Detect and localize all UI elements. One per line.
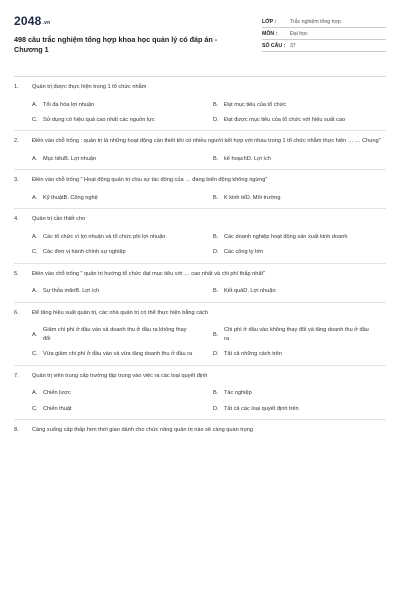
meta-label: LỚP : — [262, 19, 277, 25]
answer-options — [14, 287, 386, 295]
option-text: Kết quảD. Lợi nhuận — [224, 288, 276, 295]
option-letter: C. — [32, 405, 38, 412]
question-text — [14, 83, 386, 92]
answer-option[interactable] — [32, 155, 205, 163]
option-letter: A. — [32, 288, 38, 295]
question-2 — [14, 131, 386, 170]
question-number: 8. — [14, 427, 19, 434]
question-3 — [14, 170, 386, 209]
question-1 — [14, 77, 386, 131]
question-text — [14, 270, 386, 279]
option-letter: A. — [32, 390, 38, 397]
option-letter: A. — [32, 331, 38, 338]
option-letter: B. — [213, 234, 219, 240]
header-left — [14, 14, 234, 66]
option-text: Sự thỏa mãnB. Lợi ích — [43, 288, 100, 295]
question-body: Điền vào chỗ trống : quản trị là những hoạt động cần thiết khi có nhiều người kết hợp với nhau trong 1 tổ chức nhằm thực hiện … … Chung" — [32, 138, 381, 145]
option-text: Tất cả những cách trên — [224, 351, 282, 358]
option-text: Chi phí ở đầu vào không thay đổi và tăng doanh thu ở đầu ra — [224, 327, 369, 342]
question-6 — [14, 303, 386, 366]
answer-options — [14, 233, 386, 257]
question-number: 1. — [14, 84, 19, 90]
meta-value: Trắc nghiệm tổng hợp — [290, 19, 341, 25]
option-letter: B. — [213, 390, 219, 397]
site-logo[interactable] — [14, 14, 234, 28]
question-text — [14, 137, 386, 146]
question-4 — [14, 209, 386, 263]
answer-option[interactable] — [213, 248, 386, 256]
option-letter: A. — [32, 101, 38, 108]
option-text: Các đơn vị hành chính sự nghiệp — [43, 249, 126, 256]
meta-label: MÔN : — [262, 31, 278, 37]
meta-value: Đại học — [290, 31, 308, 37]
answer-option[interactable] — [213, 101, 386, 109]
question-number: 6. — [14, 309, 19, 316]
option-text: Mục tiêuB. Lợi nhuận — [43, 156, 97, 162]
answer-option[interactable] — [213, 116, 386, 124]
answer-options — [14, 194, 386, 202]
answer-option[interactable] — [32, 233, 205, 241]
answer-options — [14, 101, 386, 125]
answer-option[interactable] — [32, 326, 205, 343]
option-text: Đạt được mục tiêu của tổ chức với hiệu suất cao — [224, 117, 346, 123]
question-text — [14, 426, 386, 435]
question-number: 3. — [14, 177, 19, 184]
answer-option[interactable] — [213, 155, 386, 163]
option-letter: C. — [32, 249, 38, 256]
option-letter: B. — [213, 331, 219, 338]
option-letter: B. — [213, 156, 219, 162]
option-letter: D. — [213, 249, 219, 256]
answer-option[interactable] — [32, 405, 205, 413]
answer-option[interactable] — [32, 350, 205, 358]
answer-option[interactable] — [213, 389, 386, 397]
question-text — [14, 176, 386, 185]
answer-options — [14, 326, 386, 358]
question-5 — [14, 264, 386, 303]
option-letter: B. — [213, 195, 219, 201]
option-letter: A. — [32, 234, 38, 240]
option-letter: D. — [213, 405, 219, 412]
question-8 — [14, 420, 386, 441]
option-text: Tất cả các loại quyết định trên — [224, 405, 299, 412]
question-body: Càng xuống cấp thấp hơn thời gian dành cho chức năng quản trị nào sẽ càng quan trọng — [32, 427, 254, 434]
question-text — [14, 309, 386, 318]
option-text: Các công ty lớn — [224, 249, 264, 256]
option-text: Chiến thuật — [43, 405, 72, 412]
logo-sub: .vn — [42, 20, 51, 26]
answer-option[interactable] — [32, 389, 205, 397]
option-letter: A. — [32, 156, 38, 162]
answer-option[interactable] — [213, 350, 386, 358]
option-letter: B. — [213, 288, 219, 295]
meta-label: SỐ CÂU : — [262, 43, 286, 49]
question-body: Quản trị cần thiết cho — [32, 216, 86, 223]
question-text — [14, 215, 386, 224]
answer-option[interactable] — [213, 233, 386, 241]
meta-row-subject — [262, 28, 386, 40]
question-number: 5. — [14, 270, 19, 277]
meta-value: 37 — [290, 43, 296, 49]
option-text: Các tổ chức vì lợi nhuận và tổ chức phi lợi nhuận — [43, 234, 166, 240]
option-text: Kỹ thuậtB. Công nghệ — [43, 195, 98, 201]
meta-row-class — [262, 16, 386, 28]
question-7 — [14, 366, 386, 420]
option-letter: B. — [213, 101, 219, 108]
question-number: 4. — [14, 216, 19, 223]
answer-option[interactable] — [32, 194, 205, 202]
answer-option[interactable] — [213, 326, 386, 343]
question-body: Điền vào chỗ trống " quản trị hướng tổ chức đạt mục tiêu với … cao nhất và chi phí thấp nhất" — [32, 270, 266, 277]
option-letter: D. — [213, 351, 219, 358]
option-letter: C. — [32, 351, 38, 358]
option-text: Chiến lược — [43, 390, 71, 397]
option-text: kế hoạchD. Lợi ích — [224, 156, 271, 162]
option-text: K kinh tếD. Môi trường — [224, 195, 281, 201]
answer-option[interactable] — [32, 248, 205, 256]
option-text: Đạt mục tiêu của tổ chức — [224, 101, 287, 108]
answer-options — [14, 389, 386, 413]
option-text: Sử dụng có hiệu quả cao nhất các nguồn lực — [43, 117, 155, 123]
option-letter: D. — [213, 117, 219, 123]
answer-option[interactable] — [213, 194, 386, 202]
question-number: 7. — [14, 372, 19, 379]
meta-row-count — [262, 40, 386, 52]
option-text: Các doanh nghiệp hoạt động sản xuất kinh doanh — [224, 234, 348, 240]
question-number: 2. — [14, 138, 19, 145]
option-text: Giảm chi phí ở đầu vào và doanh thu ở đầu ra không thay đổi — [43, 327, 187, 342]
question-body: Quản trị viên trung cấp trường tập trung vào việc ra các loại quyết định — [32, 372, 208, 379]
answer-option[interactable] — [32, 116, 205, 124]
question-body: Quản trị được thực hiện trong 1 tổ chức nhằm — [32, 84, 147, 90]
answer-option[interactable] — [213, 405, 386, 413]
meta-panel — [262, 16, 386, 66]
option-text: Tác nghiệp — [224, 390, 252, 397]
document-header — [14, 0, 386, 66]
document-title: 498 câu trắc nghiệm tổng hợp khoa học quản lý có đáp án - Chương 1 — [14, 35, 218, 54]
question-text — [14, 372, 386, 381]
question-body: Để tăng hiệu suất quản trị, các nhà quản trị có thể thực hiện bằng cách — [32, 309, 209, 316]
option-letter: C. — [32, 117, 38, 123]
question-body: Điền vào chỗ trống " Hoạt động quản trị chịu sự tác động của … đang biến động không ngừng" — [32, 177, 268, 184]
answer-option[interactable] — [32, 101, 205, 109]
logo-main: 2048 — [14, 14, 42, 28]
option-letter: A. — [32, 195, 38, 201]
option-text: Vừa giảm chi phí ở đầu vào và vừa tăng doanh thu ở đầu ra — [43, 351, 193, 358]
answer-option[interactable] — [213, 287, 386, 295]
answer-option[interactable] — [32, 287, 205, 295]
option-text: Tối đa hóa lợi nhuận — [43, 101, 95, 108]
answer-options — [14, 155, 386, 163]
